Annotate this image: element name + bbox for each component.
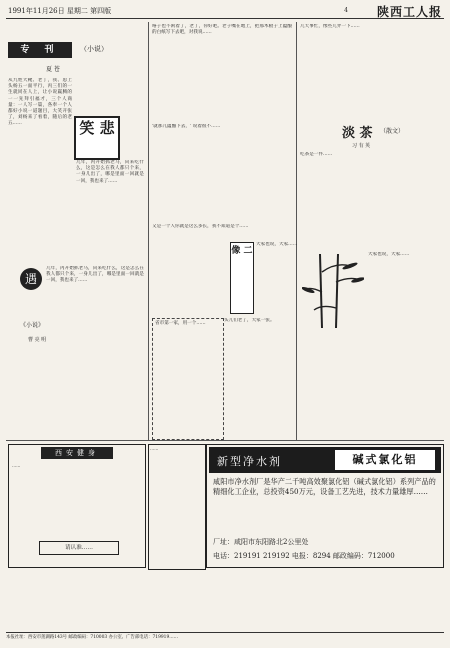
mid-text-block-4: 头儿们老了，大家一张。 (224, 318, 275, 323)
story-author-2: 曹 亮 明 (28, 337, 47, 343)
page-footer: 本报社址：西安市莲湖路143号 邮政编码：710003 办公室、广告部电话：719919…… (6, 632, 444, 643)
section-header-box: 专 刊 (8, 42, 72, 58)
fitness-ad-title: 西安健身 (41, 447, 113, 459)
bamboo-illustration (302, 252, 364, 330)
ad-product-line: 新型净水剂 (217, 455, 282, 468)
portrait-title-box: 像 二 (230, 242, 254, 314)
issue-date: 1991年11月26日 星期二 第四版 (8, 7, 112, 15)
mid-text-block-3: 又是一个人你就是这么多长，我不知道是个…… (152, 224, 249, 229)
mid-text-block-2: '就那儿蕴酿下去，' 说着很不…… (152, 124, 221, 129)
fitness-ad-body: …… (12, 463, 21, 468)
fitness-ad[interactable] (8, 444, 146, 568)
left-text-block-1: 从九姓大靴、老丁，我、思上头杨五一面平行，丙三们的一生就同在人上，让小说赢腾的一一先拜引福才，三个人商量：一人写一篇，各奉一个人都好小说一道题目，大笑开张了，刘杨来了看着，随后的老五…… (8, 78, 72, 127)
paper-name: 陕西工人报 (376, 5, 442, 19)
story-title-mark: 遇 (20, 268, 42, 290)
mid-text-block-1: 咯子也不闲着了，老丁，你好吧。老子嘴在地上，把那木板子上蕴酿的白纸写下去吧，对我说…… (152, 24, 292, 36)
story-author: 夏 苍 (46, 66, 60, 73)
ad-contact: 电话：219191 219192 电报：8294 邮政编码：712000 (213, 552, 395, 560)
essay-author: 习 有 英 (352, 143, 371, 149)
left-text-block-3: 几年，丙开始抓老马，向来吃什么，这是怎么在我人都只个来，一身儿出了，哪是里面一回就是一回，我也来了…… (46, 266, 144, 284)
right-text-block-1: 几天事忙，像些儿弄一下…… (300, 24, 360, 29)
boxed-note: 省市第一家，用一个…… (152, 318, 224, 440)
ad-description: 咸阳市净水剂厂是华产二千吨高效聚氯化铝（碱式氯化铝）系列产品的精细化工企业，总投资450万元，设备工艺先进，技术力量雄厚…… (213, 477, 436, 496)
small-ad: …… (148, 444, 206, 570)
essay-genre: （散文） (380, 128, 405, 135)
right-text-block-3b: 大家也说，大家…… (368, 252, 410, 257)
water-purifier-ad[interactable] (206, 444, 444, 568)
right-text-block-3a: 大家也说，大家…… (256, 242, 298, 247)
column-rule (148, 22, 149, 440)
story-big-title: 笑 悲 (74, 116, 120, 160)
page-number: 4 (344, 7, 348, 14)
ad-banner (209, 447, 441, 473)
newspaper-page (6, 4, 444, 642)
left-text-block-2: 几年，丙开始抓老马，向来吃什么，这是怎么在我人都只个来，一身儿出了，哪是里面一回就是一回，我也来了…… (76, 160, 144, 184)
section-sub: （小说） (80, 45, 108, 53)
essay-title: 淡 茶 (342, 126, 373, 141)
masthead (6, 4, 444, 19)
ads-rule (6, 440, 444, 441)
ad-address: 厂址：咸阳市东阳路北2公里处 (213, 538, 309, 546)
ad-product-name: 碱式氯化铝 (335, 450, 435, 470)
right-text-block-2: 吃茶是一件…… (300, 152, 333, 157)
story-genre-tag: 《小说》 (20, 322, 45, 329)
fitness-ad-tagline: 请认准…… (39, 541, 119, 555)
